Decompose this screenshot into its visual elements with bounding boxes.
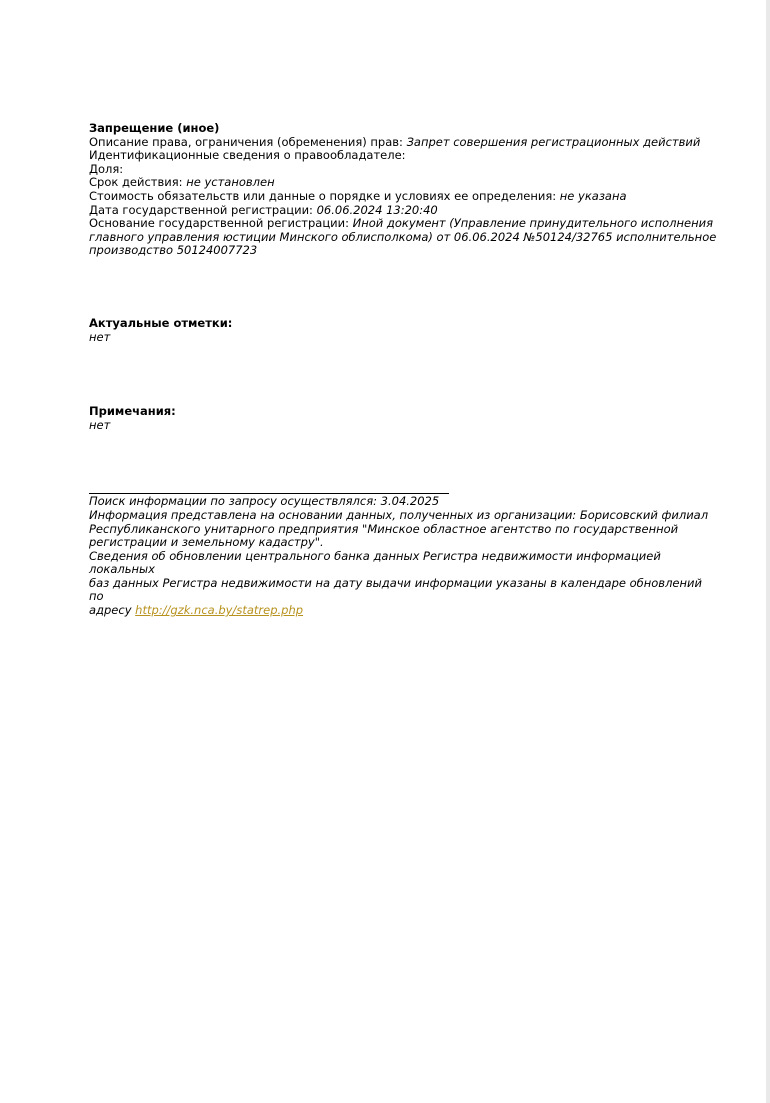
spacer [89,432,719,493]
search-date: Поиск информации по запросу осуществлялся: 3.04.2025 [89,494,440,509]
holder-label: Идентификационные сведения о правообладателе: [89,148,406,163]
description-row [89,136,719,150]
spacer [89,258,719,317]
cost-row [89,190,719,204]
basis-row [89,217,719,231]
cost-value: не указана [559,188,627,203]
document-body [89,122,719,618]
page-edge [766,0,770,1103]
statrep-link[interactable]: http://gzk.nca.by/statrep.php [135,603,304,618]
basis-label: Основание государственной регистрации: [89,216,349,231]
reg-date-value: 06.06.2024 13:20:40 [316,202,438,217]
update-line3 [89,604,719,618]
description-value: Запрет совершения регистрационных действий [406,134,701,149]
footer-section [89,495,719,617]
update-line3-prefix: адресу [89,603,132,618]
reg-date-label: Дата государственной регистрации: [89,202,313,217]
current-marks-value: нет [89,329,111,344]
share-label: Доля: [89,161,124,176]
current-marks-title: Актуальные отметки: [89,315,233,330]
term-label: Срок действия: [89,175,183,190]
current-marks-section [89,317,719,344]
term-row [89,176,719,190]
description-label: Описание права, ограничения (обременения) прав: [89,134,403,149]
notes-title: Примечания: [89,404,176,419]
update-line2: баз данных Регистра недвижимости на дату выдачи информации указаны в календаре обновлений по [89,575,702,604]
notes-value: нет [89,417,111,432]
source-line1: Информация представлена на основании данных, полученных из организации: Борисовский филиал [89,507,709,522]
reg-date-row [89,204,719,218]
basis-value-line3: производство 50124007723 [89,243,258,258]
basis-value-line1: Иной документ (Управление принудительного исполнения [352,216,713,231]
encumbrance-section [89,122,719,258]
encumbrance-title: Запрещение (иное) [89,121,220,135]
notes-section [89,405,719,432]
spacer [89,344,719,405]
basis-value-line2: главного управления юстиции Минского облисполкома) от 06.06.2024 №50124/32765 исполнительное [89,229,717,244]
update-line1: Сведения об обновлении центрального банка данных Регистра недвижимости информацией локальных [89,548,661,577]
source-line3: регистрации и земельному кадастру". [89,535,324,550]
term-value: не установлен [186,175,275,190]
cost-label: Стоимость обязательств или данные о порядке и условиях ее определения: [89,188,557,203]
source-line2: Республиканского унитарного предприятия "Минское областное агентство по государственной [89,521,679,536]
